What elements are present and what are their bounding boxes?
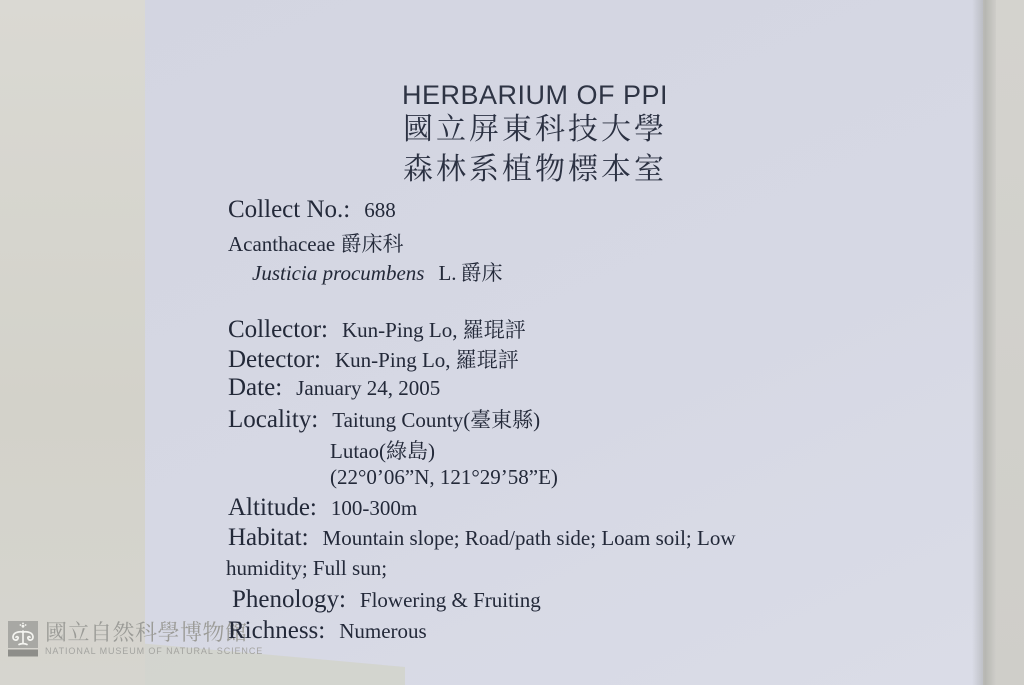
date-label: Date: (228, 374, 283, 401)
species-line (252, 257, 503, 287)
phenology-line (232, 586, 541, 614)
habitat-line2 (226, 556, 387, 581)
locality-line2 (330, 435, 435, 465)
locality-coordinates (330, 465, 558, 490)
collector-value: Kun-Ping Lo, 羅琨評 (341, 318, 526, 342)
richness-label: Richness: (228, 617, 326, 644)
date-line (228, 374, 440, 402)
collect-no-label: Collect No.: (228, 196, 351, 223)
habitat-line (228, 524, 736, 552)
institution-name-zh: 國立屏東科技大學 (403, 113, 667, 146)
phenology-value: Flowering & Fruiting (359, 588, 541, 612)
habitat-value-line1: Mountain slope; Road/path side; Loam soil; Low (322, 526, 736, 550)
locality-line2-value: Lutao(綠島) (330, 439, 435, 463)
watermark-museum-name-zh: 國立自然科學博物館 (45, 620, 248, 645)
species-scientific-name: Justicia procumbens (252, 261, 425, 285)
altitude-line (228, 494, 417, 522)
locality-coordinates-value: (22°0’06”N, 121°29’58”E) (330, 465, 558, 489)
locality-line (228, 404, 540, 434)
date-value: January 24, 2005 (296, 376, 441, 400)
richness-value: Numerous (339, 619, 427, 643)
locality-label: Locality: (228, 406, 319, 433)
label-header (145, 80, 925, 190)
altitude-label: Altitude: (228, 494, 317, 521)
detector-line (228, 344, 519, 374)
detector-value: Kun-Ping Lo, 羅琨評 (335, 348, 519, 372)
family-line (228, 228, 404, 258)
collector-label: Collector: (228, 316, 328, 343)
detector-label: Detector: (228, 346, 322, 373)
collector-line (228, 314, 526, 344)
collect-no-value: 688 (364, 198, 396, 222)
richness-line (228, 617, 427, 645)
department-name-zh: 森林系植物標本室 (403, 153, 667, 186)
locality-value: Taitung County(臺東縣) (332, 408, 541, 432)
species-name-zh: 爵床 (460, 261, 503, 285)
phenology-label: Phenology: (232, 586, 346, 613)
habitat-label: Habitat: (228, 524, 309, 551)
habitat-value-line2: humidity; Full sun; (226, 556, 388, 580)
collect-no-line (228, 196, 396, 224)
species-author: L. (438, 261, 457, 285)
altitude-value: 100-300m (330, 496, 418, 520)
watermark-museum-name-en: NATIONAL MUSEUM OF NATURAL SCIENCE (45, 646, 264, 656)
family-value: Acanthaceae 爵床科 (228, 232, 404, 256)
herbarium-title: HERBARIUM OF PPI (401, 80, 669, 110)
